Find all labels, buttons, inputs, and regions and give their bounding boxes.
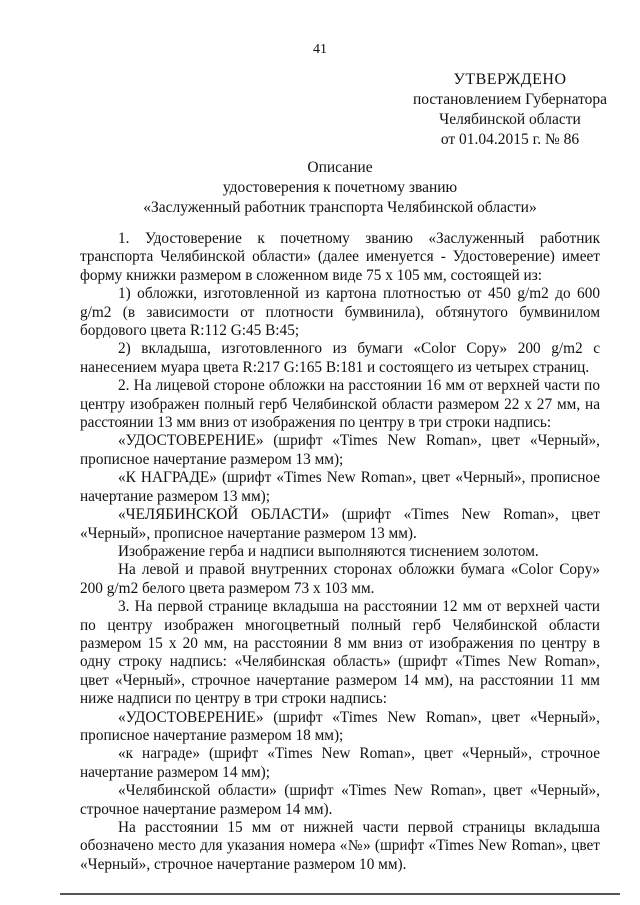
approval-line-3: от 01.04.2015 г. № 86 (440, 131, 580, 148)
approval-line-1: постановлением Губернатора (412, 91, 608, 108)
paragraph: «ЧЕЛЯБИНСКОЙ ОБЛАСТИ» (шрифт «Times New Roman», цвет «Черный», прописное начертание размером 13 мм). (80, 506, 600, 542)
paragraph: На расстоянии 15 мм от нижней части первой страницы вкладыша обозначено место для указания номера «№» (шрифт «Times New Roman», цвет «Черный», строчное начертание размером 10 мм). (80, 819, 600, 873)
page-bottom-edge (60, 893, 620, 895)
title-line-1: Описание (307, 159, 373, 176)
paragraph: 3. На первой странице вкладыша на расстоянии 12 мм от верхней части по центру изображен многоцветный полный герб Челябинской области размером 15 х 20 мм, на расстоянии 8 мм вниз от изображения по центру в одну строку надпись: «Челябинская область» (шрифт «Times New Roman», цвет «Черный», строчное начертание размером 14 мм), на расстоянии 11 мм ниже надписи по центру в три строки надпись: (80, 598, 600, 708)
paragraph: Изображение герба и надписи выполняются тиснением золотом. (118, 542, 539, 560)
paragraph: «УДОСТОВЕРЕНИЕ» (шрифт «Times New Roman», цвет «Черный», прописное начертание размером 18 мм); (80, 708, 600, 744)
approval-line-2: Челябинской области (439, 111, 581, 128)
paragraph: «УДОСТОВЕРЕНИЕ» (шрифт «Times New Roman», цвет «Черный», прописное начертание размером 13 мм); (80, 432, 600, 468)
paragraph: «Челябинской области» (шрифт «Times New Roman», цвет «Черный», строчное начертание размером 14 мм). (80, 782, 600, 818)
page-number: 41 (313, 42, 327, 57)
title-line-2: удостоверения к почетному званию (222, 179, 458, 196)
approval-heading: УТВЕРЖДЕНО (453, 71, 567, 88)
paragraph: 1. Удостоверение к почетному званию «Заслуженный работник транспорта Челябинской области» (далее именуется - Удостоверение) имеет форму книжки размером в сложенном виде 75 х 105 мм, состоящей из: (80, 230, 600, 284)
paragraph: 2) вкладыша, изготовленного из бумаги «Color Copy» 200 g/m2 с нанесением муара цвета R:217 G:165 B:181 и состоящего из четырех страниц. (80, 340, 600, 376)
approval-stamp-block (390, 70, 630, 150)
paragraph: «К НАГРАДЕ» (шрифт «Times New Roman», цвет «Черный», прописное начертание размером 13 мм); (80, 469, 600, 505)
paragraph: 1) обложки, изготовленной из картона плотностью от 450 g/m2 до 600 g/m2 (в зависимости от плотности бумвинила), обтянутого бумвинилом бордового цвета R:112 G:45 B:45; (80, 285, 600, 340)
title-line-3: «Заслуженный работник транспорта Челябинской области» (143, 199, 537, 216)
paragraph: «к награде» (шрифт «Times New Roman», цвет «Черный», строчное начертание размером 14 мм); (80, 745, 600, 781)
document-title (60, 158, 620, 218)
paragraph: На левой и правой внутренних сторонах обложки бумага «Color Copy» 200 g/m2 белого цвета размером 73 х 103 мм. (80, 561, 600, 597)
paragraph: 2. На лицевой стороне обложки на расстоянии 16 мм от верхней части по центру изображен полный герб Челябинской области размером 22 х 27 мм, на расстоянии 13 мм вниз от изображения по центру в три строки надпись: (80, 377, 600, 432)
document-body (80, 230, 600, 874)
